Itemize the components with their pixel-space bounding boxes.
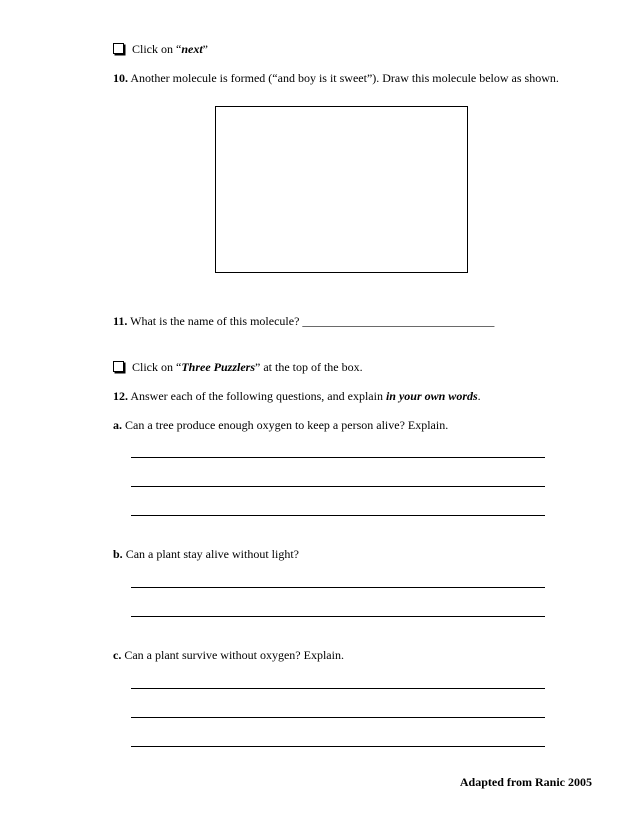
instruction-suffix: ” <box>202 42 208 56</box>
question-12 <box>113 389 481 403</box>
question-a <box>113 418 448 432</box>
question-b <box>113 547 299 561</box>
answer-line-c2[interactable] <box>131 717 545 718</box>
instruction-three-puzzlers <box>113 360 363 374</box>
question-number: 10. <box>113 71 128 85</box>
checkbox-icon[interactable] <box>113 43 124 54</box>
instruction-suffix: ” at the top of the box. <box>255 360 363 374</box>
question-number: 11. <box>113 314 128 328</box>
question-text: Another molecule is formed (“and boy is it sweet”). Draw this molecule below as shown. <box>128 71 559 85</box>
question-letter: b. <box>113 547 123 561</box>
answer-line-b1[interactable] <box>131 587 545 588</box>
answer-line-b2[interactable] <box>131 616 545 617</box>
question-text: Can a tree produce enough oxygen to keep a person alive? Explain. <box>122 418 449 432</box>
instruction-emphasis: Three Puzzlers <box>181 360 255 374</box>
instruction-prefix: Click on “ <box>132 42 182 56</box>
drawing-box[interactable] <box>215 106 468 273</box>
question-11 <box>113 314 494 328</box>
question-text: Answer each of the following questions, and explain <box>128 389 386 403</box>
question-letter: a. <box>113 418 122 432</box>
question-letter: c. <box>113 648 122 662</box>
checkbox-icon[interactable] <box>113 361 124 372</box>
answer-line-a2[interactable] <box>131 486 545 487</box>
answer-line-c1[interactable] <box>131 688 545 689</box>
instruction-prefix: Click on “ <box>132 360 182 374</box>
question-number: 12. <box>113 389 128 403</box>
question-text: Can a plant survive without oxygen? Explain. <box>121 648 344 662</box>
question-text: What is the name of this molecule? ________________________________ <box>127 314 495 328</box>
instruction-click-next <box>113 42 208 56</box>
answer-line-a1[interactable] <box>131 457 545 458</box>
answer-line-c3[interactable] <box>131 746 545 747</box>
question-emphasis: in your own words <box>385 389 478 403</box>
question-text: Can a plant stay alive without light? <box>122 547 299 561</box>
question-10 <box>113 71 559 85</box>
answer-line-a3[interactable] <box>131 515 545 516</box>
question-c <box>113 648 344 662</box>
question-suffix: . <box>477 389 481 403</box>
instruction-emphasis: next <box>181 42 203 56</box>
attribution-footer: Adapted from Ranic 2005 <box>459 775 592 789</box>
